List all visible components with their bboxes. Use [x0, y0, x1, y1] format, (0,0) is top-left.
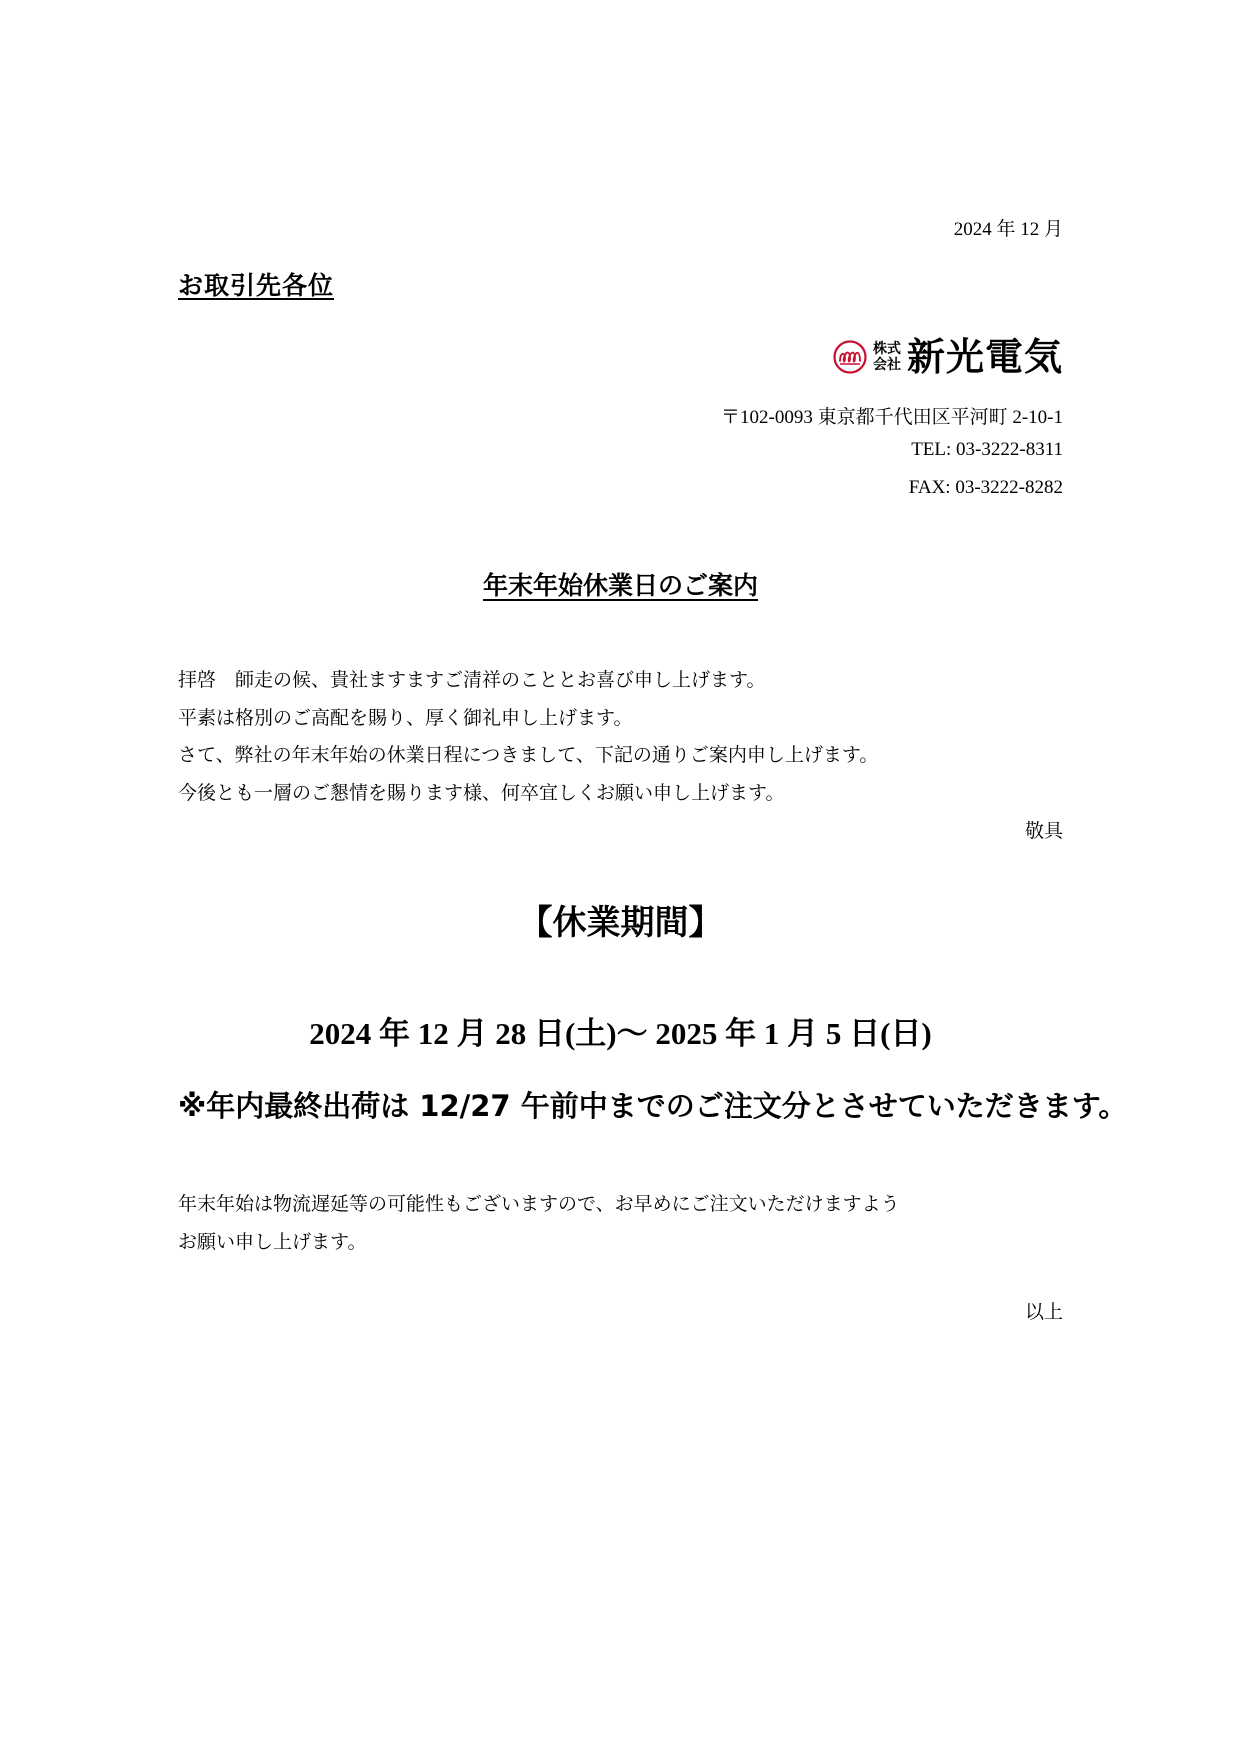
company-fax: FAX: 03-3222-8282 [908, 477, 1063, 498]
company-logo [833, 334, 1063, 380]
document-title-wrap [0, 566, 1241, 602]
holiday-period-dates: 2024 年 12 月 28 日(土)～ 2025 年 1 月 5 日(日) [309, 1016, 932, 1051]
company-type-top: 株式 [872, 341, 901, 357]
company-type-bottom: 会社 [872, 357, 901, 373]
coil-logo-icon [833, 340, 867, 374]
shipping-notice: ※年内最終出荷は 12/27 午前中までのご注文分とさせていただきます。 [178, 1089, 1128, 1123]
closing-paragraph: お願い申し上げます。 [178, 1231, 367, 1253]
company-tel: TEL: 03-3222-8311 [911, 439, 1063, 460]
body-paragraph: さて、弊社の年末年始の休業日程につきまして、下記の通りご案内申し上げます。 [178, 744, 879, 766]
company-type [873, 341, 901, 373]
body-paragraph: 平素は格別のご高配を賜り、厚く御礼申し上げます。 [178, 707, 633, 729]
closing-salutation: 敬具 [1024, 820, 1063, 842]
closing-paragraph: 年末年始は物流遅延等の可能性もございますので、お早めにご注文いただけますよう [178, 1193, 900, 1215]
document-title: 年末年始休業日のご案内 [482, 571, 758, 600]
body-paragraph: 拝啓 師走の候、貴社ますますご清祥のこととお喜び申し上げます。 [178, 669, 766, 691]
end-mark: 以上 [1024, 1301, 1063, 1323]
addressee: お取引先各位 [178, 271, 335, 300]
company-name: 新光電気 [906, 335, 1063, 379]
issue-date: 2024 年 12 月 [953, 219, 1063, 240]
holiday-period-title: 【休業期間】 [518, 903, 723, 943]
company-address: 〒102-0093 東京都千代田区平河町 2-10-1 [721, 407, 1063, 428]
body-paragraph: 今後とも一層のご懇情を賜ります様、何卒宜しくお願い申し上げます。 [178, 782, 785, 804]
